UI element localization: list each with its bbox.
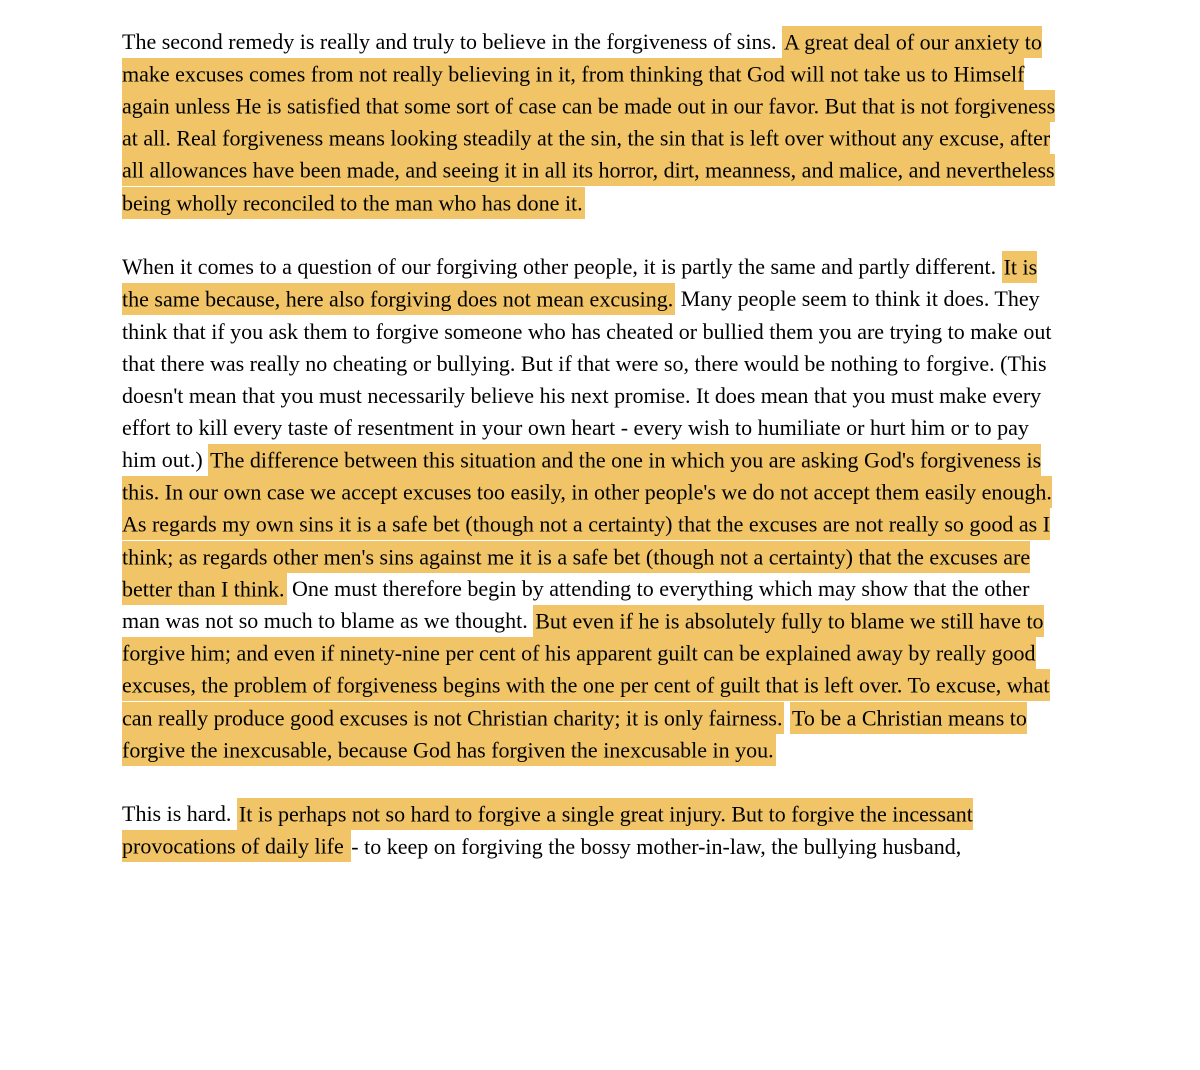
plain-text: When it comes to a question of our forgiving other people, it is partly the same and partly different.	[122, 254, 1002, 280]
highlighted-text: A great deal of our anxiety to make excuses comes from not really believing in it, from thinking that God will not take us to Himself again unless He is satisfied that some sort of case can be made out in our favor. But that is not forgiveness at all. Real forgiveness means looking steadily at the sin, the sin that is left over without any excuse, after all allowances have been made, and seeing it in all its horror, dirt, meanness, and malice, and nevertheless being wholly reconciled to the man who has done it.	[122, 26, 1055, 219]
highlighted-text: It is perhaps not so hard to forgive a single great injury. But to forgive the incessant provocations of daily life	[122, 798, 973, 862]
highlighted-text: But even if he is absolutely fully to blame we still have to forgive him; and even if ninety-nine per cent of his apparent guilt can be explained away by really good excuses, the problem of forgiveness begins with the one per cent of guilt that is left over. To excuse, what can really produce good excuses is not Christian charity; it is only fairness.	[122, 605, 1050, 734]
plain-text: - to keep on forgiving the bossy mother-in-law, the bullying husband,	[351, 833, 962, 859]
highlighted-text: It is the same because, here also forgiving does not mean excusing.	[122, 251, 1037, 315]
paragraph	[122, 251, 1068, 766]
plain-text: The second remedy is really and truly to believe in the forgiveness of sins.	[122, 29, 783, 54]
paragraph	[122, 798, 1068, 862]
paragraph	[122, 26, 1068, 219]
highlighted-text: To be a Christian means to forgive the inexcusable, because God has forgiven the inexcusable in you.	[122, 702, 1027, 766]
plain-text: One must therefore begin by attending to everything which may show that the other man was not so much to blame as we thought.	[122, 576, 1030, 634]
highlighted-text: The difference between this situation and the one in which you are asking God's forgiveness is this. In our own case we accept excuses too easily, in other people's we do not accept them easily enough. As regards my own sins it is a safe bet (though not a certainty) that the excuses are not really so good as I think; as regards other men's sins against me it is a safe bet (though not a certainty) that the excuses are better than I think.	[122, 444, 1052, 605]
plain-text: This is hard.	[122, 801, 237, 827]
plain-text: Many people seem to think it does. They think that if you ask them to forgive someone who has cheated or bullied them you are trying to make out that there was really no cheating or bullying. But if that were so, there would be nothing to forgive. (This doesn't mean that you must necessarily believe his next promise. It does mean that you must make every effort to kill every taste of resentment in your own heart - every wish to humiliate or hurt him or to pay him out.)	[122, 286, 1052, 473]
